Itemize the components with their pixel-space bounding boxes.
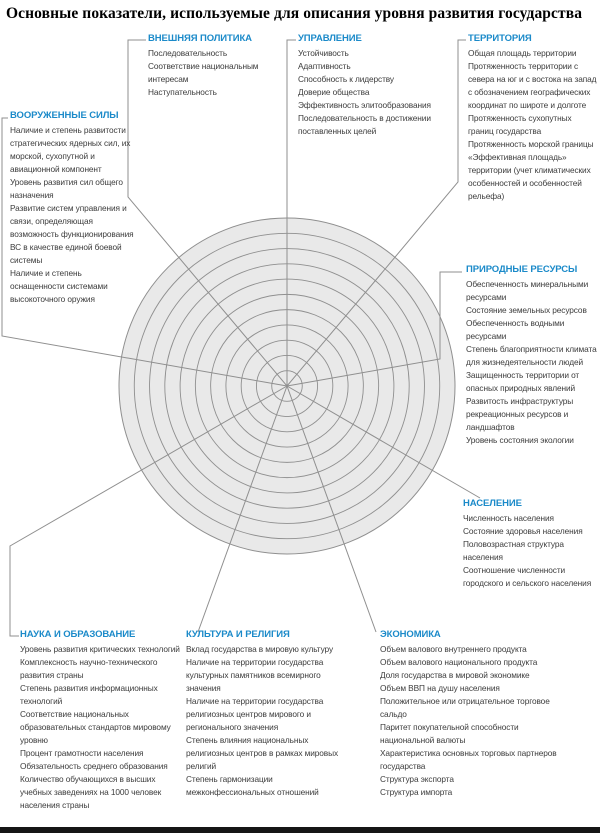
section-items	[463, 512, 599, 590]
indicator-item: Устойчивость	[298, 48, 349, 58]
indicator-item: Наличие и степень развитости стратегических ядерных сил, их морской, сухопутной и авиационной компонент	[10, 125, 131, 174]
indicator-item: Обеспеченность водными ресурсами	[466, 318, 565, 341]
section-items	[148, 47, 298, 99]
section-governance	[298, 33, 468, 138]
indicator-item: Объем валового национального продукта	[380, 657, 538, 667]
indicator-item: Защищенность территории от опасных природных явлений	[466, 370, 580, 393]
indicator-item: Соответствие национальным интересам	[148, 61, 259, 84]
indicator-item: Количество обучающихся в высших учебных заведениях на 1000 человек населения страны	[20, 774, 162, 810]
section-title: ЭКОНОМИКА	[380, 629, 441, 640]
indicator-item: Протяженность территории с севера на юг и с востока на запад с обозначением географических координат по широте и долготе	[468, 61, 597, 110]
indicator-item: Паритет покупательной способности национальной валюты	[380, 722, 519, 745]
indicator-item: Развитие систем управления и связи, определяющая возможность функционирования ВС в качестве единой боевой системы	[10, 203, 134, 265]
indicator-item: Соответствие национальных образовательных стандартов мировому уровню	[20, 709, 171, 745]
indicator-item: Степень гармонизации межконфессиональных отношений	[186, 774, 319, 797]
indicator-item: Половозрастная структура населения	[463, 539, 564, 562]
section-items	[298, 47, 468, 138]
indicator-item: Доверие общества	[298, 87, 370, 97]
indicator-item: Объем ВВП на душу населения	[380, 683, 500, 693]
section-science-education	[20, 629, 182, 812]
indicator-item: Эффективность элитообразования	[298, 100, 431, 110]
indicator-item: Уровень развития критических технологий	[20, 644, 180, 654]
indicator-item: Уровень развития сил общего назначения	[10, 177, 123, 200]
indicator-item: Доля государства в мировой экономике	[380, 670, 530, 680]
section-armed-forces	[10, 110, 135, 306]
section-title: НАУКА И ОБРАЗОВАНИЕ	[20, 629, 136, 640]
section-title: ВНЕШНЯЯ ПОЛИТИКА	[148, 33, 252, 44]
section-title: КУЛЬТУРА И РЕЛИГИЯ	[186, 629, 290, 640]
section-title: ТЕРРИТОРИЯ	[468, 33, 532, 44]
indicator-item: Уровень состояния экологии	[466, 435, 574, 445]
indicator-item: Наступательность	[148, 87, 217, 97]
section-items	[10, 124, 135, 306]
section-population	[463, 498, 599, 590]
indicator-item: Наличие на территории государства религиозных центров мирового и регионального значения	[186, 696, 324, 732]
bottom-border-bar	[0, 827, 600, 833]
indicator-item: Обязательность среднего образования	[20, 761, 168, 771]
section-natural-resources	[466, 264, 599, 447]
indicator-item: Комплексность научно-технического развития страны	[20, 657, 158, 680]
section-items	[186, 643, 354, 799]
indicator-item: Наличие на территории государства культурных памятников всемирного значения	[186, 657, 324, 693]
indicator-item: Объем валового внутреннего продукта	[380, 644, 527, 654]
indicator-item: Характеристика основных торговых партнеров государства	[380, 748, 557, 771]
section-economy	[380, 629, 570, 799]
indicator-item: Состояние земельных ресурсов	[466, 305, 587, 315]
indicator-item: Структура импорта	[380, 787, 453, 797]
indicator-item: Состояние здоровья населения	[463, 526, 583, 536]
indicator-item: Последовательность	[148, 48, 228, 58]
indicator-item: Обеспеченность минеральными ресурсами	[466, 279, 589, 302]
indicator-item: Протяженность сухопутных границ государства	[468, 113, 572, 136]
indicator-item: Соотношение численности городского и сельского населения	[463, 565, 592, 588]
section-items	[380, 643, 570, 799]
indicator-item: Развитость инфраструктуры рекреационных ресурсов и ландшафтов	[466, 396, 574, 432]
indicator-item: Численность населения	[463, 513, 554, 523]
section-title: УПРАВЛЕНИЕ	[298, 33, 362, 44]
indicator-item: Последовательность в достижении поставленных целей	[298, 113, 431, 136]
section-items	[20, 643, 182, 812]
section-territory	[468, 33, 598, 203]
indicator-item: Вклад государства в мировую культуру	[186, 644, 333, 654]
indicator-item: Способность к лидерству	[298, 74, 394, 84]
indicator-item: Степень развития информационных технологий	[20, 683, 158, 706]
indicator-item: Протяженность морской границы	[468, 139, 594, 149]
indicator-item: Общая площадь территории	[468, 48, 577, 58]
indicator-item: Структура экспорта	[380, 774, 454, 784]
section-title: ВООРУЖЕННЫЕ СИЛЫ	[10, 110, 119, 121]
indicator-item: Степень благоприятности климата для жизнедеятельности людей	[466, 344, 597, 367]
indicator-item: Степень влияния национальных религиозных центров в рамках мировых религий	[186, 735, 339, 771]
indicator-item: «Эффективная площадь» территории (учет климатических особенностей и особенностей рельефа)	[468, 152, 591, 201]
section-items	[468, 47, 598, 203]
indicator-item: Наличие и степень оснащенности системами высокоточного оружия	[10, 268, 108, 304]
indicator-item: Положительное или отрицательное торговое сальдо	[380, 696, 550, 719]
page-title: Основные показатели, используемые для описания уровня развития государства	[6, 5, 583, 22]
section-title: НАСЕЛЕНИЕ	[463, 498, 522, 509]
indicator-item: Адаптивность	[298, 61, 351, 71]
section-culture-religion	[186, 629, 354, 799]
section-foreign-policy	[148, 33, 298, 99]
section-items	[466, 278, 599, 447]
section-title: ПРИРОДНЫЕ РЕСУРСЫ	[466, 264, 578, 275]
indicator-item: Процент грамотности населения	[20, 748, 144, 758]
